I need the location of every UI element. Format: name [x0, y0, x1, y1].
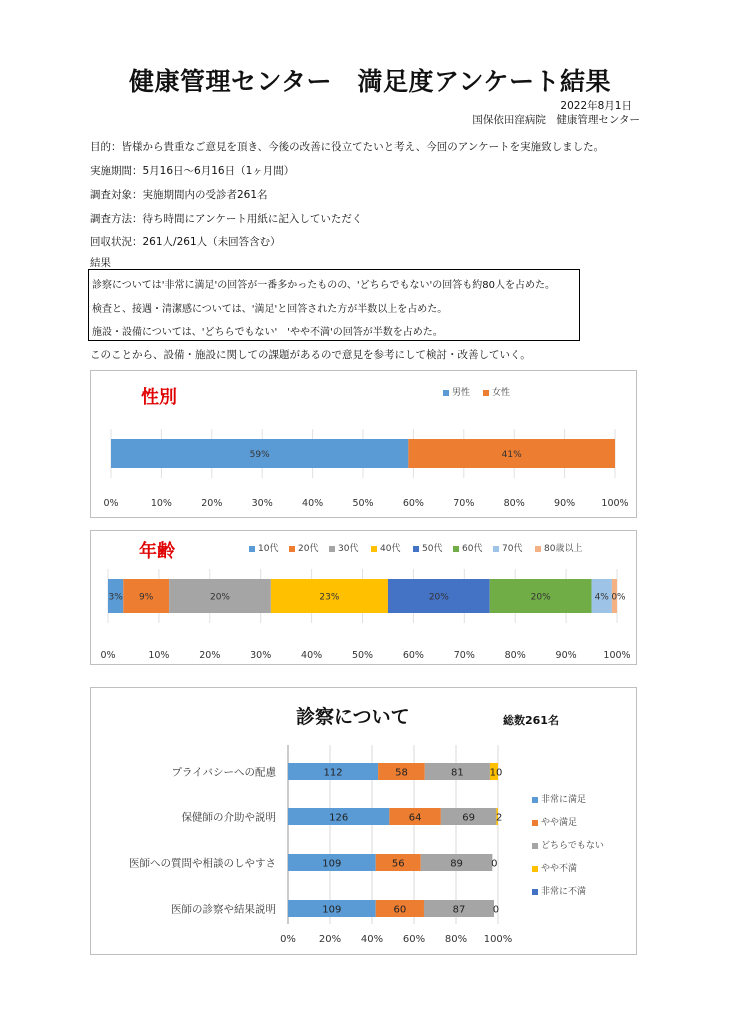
category-label: プライバシーへの配慮: [171, 766, 276, 779]
legend-swatch: [329, 546, 335, 552]
legend-swatch: [249, 546, 255, 552]
age-bar-label-5: 20%: [428, 592, 449, 603]
tick-label: 100%: [601, 498, 629, 509]
tick-label: 60%: [402, 934, 426, 945]
exam-bar-label: 87: [452, 904, 466, 916]
target-text: 調査対象：実施期間内の受診者261名: [90, 189, 268, 201]
tick-label: 50%: [351, 650, 374, 661]
legend-swatch: [532, 866, 538, 872]
tick-label: 100%: [483, 934, 513, 945]
tick-label: 50%: [352, 498, 374, 509]
tick-label: 20%: [318, 934, 342, 945]
age-chart-panel: [90, 530, 637, 665]
exam-chart-panel: [90, 687, 637, 955]
age-bar-label-8: 0%: [611, 592, 626, 603]
exam-bar-label: 89: [450, 858, 463, 870]
exam-bar-label: 0: [491, 858, 498, 870]
tick-label: 40%: [360, 934, 384, 945]
results-box: [88, 269, 580, 341]
gender-bar-label-2: 41%: [501, 450, 522, 460]
exam-bar-label: 2: [496, 812, 503, 824]
tick-label: 10%: [148, 650, 170, 661]
legend-label: どちらでもない: [541, 841, 604, 851]
tick-label: 30%: [251, 498, 273, 509]
exam-bar-label: 109: [322, 904, 342, 916]
exam-bar-label: 109: [322, 858, 342, 870]
exam-legend-2: [532, 815, 577, 828]
age-bar-label-7: 4%: [594, 592, 609, 603]
gender-bar-label-1: 59%: [249, 450, 270, 460]
age-chart-title: 年齢: [139, 541, 175, 562]
exam-chart-subtitle: 総数261名: [503, 714, 559, 727]
organization-name: 国保依田窪病院 健康管理センター: [472, 114, 640, 126]
age-legend-8: [535, 541, 582, 554]
tick-label: 100%: [603, 650, 631, 661]
legend-label: 40代: [380, 544, 401, 554]
legend-label: 非常に不満: [541, 887, 587, 897]
tick-label: 80%: [503, 498, 525, 509]
gender-chart-title: 性別: [141, 387, 177, 408]
exam-bar-label: 0: [492, 904, 500, 916]
legend-swatch: [483, 390, 489, 396]
tick-label: 20%: [199, 650, 221, 661]
legend-swatch: [532, 797, 538, 803]
gender-legend-1: [443, 385, 470, 398]
legend-swatch: [443, 390, 449, 396]
tick-label: 30%: [250, 650, 272, 661]
age-legend-6: [453, 541, 482, 554]
result-line-3: 施設・設備については、'どちらでもない' 'やや不満'の回答が半数を占めた。: [92, 327, 443, 338]
gender-chart: [91, 371, 638, 519]
gender-legend-2: [483, 385, 510, 398]
purpose-text: 目的：皆様から貴重なご意見を頂き、今後の改善に役立てたいと考え、今回のアンケートを実施致しました。: [90, 141, 605, 153]
exam-bar-label: 60: [393, 904, 407, 916]
legend-swatch: [371, 546, 377, 552]
legend-label: 男性: [452, 388, 471, 398]
age-legend-5: [413, 541, 442, 554]
legend-label: 30代: [338, 544, 359, 554]
tick-label: 90%: [554, 498, 576, 509]
legend-swatch: [493, 546, 499, 552]
legend-swatch: [535, 546, 541, 552]
gender-chart-panel: [90, 370, 637, 518]
legend-label: やや満足: [541, 818, 578, 828]
legend-label: 20代: [298, 544, 319, 554]
results-heading: 結果: [90, 257, 111, 269]
legend-label: 50代: [422, 544, 443, 554]
legend-label: 60代: [462, 544, 483, 554]
exam-bar-label: 81: [451, 767, 464, 779]
legend-swatch: [532, 843, 538, 849]
legend-label: 70代: [502, 544, 523, 554]
exam-bar-label: 112: [323, 767, 343, 779]
legend-label: 非常に満足: [541, 795, 587, 805]
tick-label: 40%: [302, 498, 324, 509]
tick-label: 40%: [301, 650, 323, 661]
age-bar-label-6: 20%: [530, 592, 551, 603]
exam-bar-label: 64: [408, 812, 422, 824]
age-bar-label-4: 23%: [319, 592, 340, 603]
tick-label: 20%: [201, 498, 223, 509]
exam-legend-3: [532, 838, 604, 851]
tick-label: 10%: [150, 498, 172, 509]
exam-legend-4: [532, 861, 577, 874]
tick-label: 60%: [402, 498, 424, 509]
exam-chart-title: 診察について: [296, 706, 410, 728]
legend-swatch: [532, 889, 538, 895]
report-date: 2022年8月1日: [560, 100, 632, 112]
tick-label: 0%: [103, 498, 119, 509]
tick-label: 60%: [402, 650, 424, 661]
conclusion-text: このことから、設備・施設に関しての課題があるので意見を参考にして検討・改善していく。: [90, 349, 531, 361]
age-legend-7: [493, 541, 522, 554]
tick-label: 0%: [100, 650, 116, 661]
legend-swatch: [413, 546, 419, 552]
age-legend-2: [289, 541, 318, 554]
tick-label: 70%: [453, 650, 475, 661]
exam-bar-label: 69: [462, 812, 475, 824]
exam-bar-label: 10: [489, 767, 503, 779]
tick-label: 90%: [555, 650, 577, 661]
category-label: 保健師の介助や説明: [181, 811, 276, 824]
result-line-1: 診察については'非常に満足'の回答が一番多かったものの、'どちらでもない'の回答も約80人を占めた。: [92, 280, 556, 291]
exam-legend-5: [532, 884, 586, 897]
category-label: 医師への質問や相談のしやすさ: [129, 857, 276, 870]
tick-label: 0%: [280, 934, 296, 945]
age-legend-1: [249, 541, 278, 554]
tick-label: 80%: [504, 650, 526, 661]
exam-bar-label: 56: [391, 858, 405, 870]
age-legend-3: [329, 541, 358, 554]
exam-bar-label: 126: [329, 812, 349, 824]
legend-label: 10代: [258, 544, 279, 554]
period-text: 実施期間：5月16日～6月16日（1ヶ月間）: [90, 165, 295, 177]
age-bar-label-3: 20%: [209, 592, 230, 603]
age-bar-label-1: 3%: [108, 592, 123, 603]
age-bar-label-2: 9%: [139, 592, 154, 603]
result-line-2: 検査と、接遇・清潔感については、'満足'と回答された方が半数以上を占めた。: [92, 304, 448, 315]
tick-label: 70%: [453, 498, 475, 509]
collection-text: 回収状況：261人/261人（未回答含む）: [90, 236, 281, 248]
legend-swatch: [532, 820, 538, 826]
page-title: 健康管理センター 満足度アンケート結果: [128, 67, 611, 96]
legend-swatch: [453, 546, 459, 552]
legend-label: 80歳以上: [544, 544, 583, 554]
tick-label: 80%: [444, 934, 468, 945]
legend-swatch: [289, 546, 295, 552]
category-label: 医師の診察や結果説明: [171, 903, 276, 916]
exam-legend-1: [532, 792, 586, 805]
legend-label: やや不満: [541, 864, 578, 874]
age-legend-4: [371, 541, 400, 554]
exam-bar-label: 58: [395, 767, 408, 779]
legend-label: 女性: [492, 388, 511, 398]
method-text: 調査方法：待ち時間にアンケート用紙に記入していただく: [90, 213, 363, 225]
